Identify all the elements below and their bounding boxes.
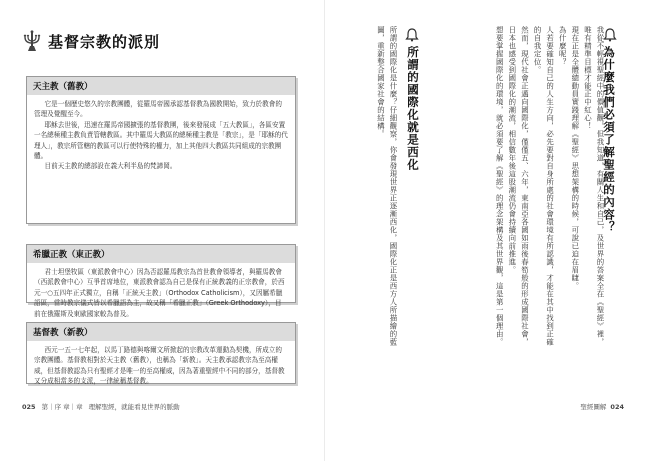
book-title: 聖經圖解 [580, 403, 607, 411]
section-heading: 天主教（舊教） [27, 77, 295, 95]
bell-icon [405, 28, 419, 42]
page-title: 基督宗教的派別 [48, 32, 161, 51]
question-heading: 為什麼我們必須了解聖經的內容？ [602, 46, 616, 234]
paragraph: 所謂的國際化是什麼？仔細觀察，你會發現世界正逐漸西化，國際化正是西方人所描繪的藍圖，重新整合國家社會的結構。 [376, 26, 398, 346]
page-number: 025 [22, 402, 36, 411]
section-box-catholic [26, 76, 296, 224]
page-number: 024 [610, 402, 624, 411]
section-box-protestant [26, 322, 296, 384]
chapter-label: 第｜序 章｜章 [41, 403, 83, 411]
paragraph: 西元一五一七年起，以馬丁路德與喀爾文所掀起的宗教改革運動為契機，所成立的宗教團體。基督教相對於天主教（舊教），也稱為「新教」。天主教承認教宗為至高權威，但基督教認為只有聖經才是唯一的至高權威，因為著重聖經中不同的部分，基督教又分成相當多的支派，一律統稱基督教。 [34, 346, 285, 386]
paragraph: 它是一個歷史悠久的宗教團體，從羅馬帝國承認基督教為國教開始，致力於教會的管理及覺醒至今。 [34, 100, 282, 119]
left-page-footer [22, 402, 180, 411]
paragraph: 我從不輕視聖經中的價值觀，但我知道，有關人生和自己，及世界的答案全在《聖經》裡，唯有精準目標才能正中紅心！ [583, 26, 605, 346]
section-heading: 希臘正教（東正教） [27, 245, 295, 263]
paragraph: 君士坦堡牧區（東派教會中心）因為否認羅馬教宗為首世教會領導者，與羅馬教會（西派教會中心）互爭首席地位，東派教會認為自己是保有正統教義的正宗教會，於西元一○五四年正式獨立，自稱「正統天主教」（Orthodox Catholicism），又因屬希臘語區，當時教宗儀式皆以希臘語為主，故又稱「希臘正教」（Greek Orthodoxy），目前在俄羅斯及東歐國家較為普及。 [34, 268, 285, 318]
section-box-orthodox [26, 244, 296, 318]
section-body [27, 95, 295, 177]
chapter-title: 理解聖經，就能看見世界的脈動 [88, 403, 180, 411]
paragraph: 為什麼呢？ [558, 26, 568, 66]
right-page [325, 0, 650, 461]
candelabrum-icon [22, 30, 42, 52]
paragraph: 然而，現代社會正邁向國際化，僅僅五、六年，東南亞各國如雨後春筍般的形成國際社會，日本也感受到國際化的潮流，相信數年後這股潮流仍會持續向前推進。 [507, 26, 530, 346]
section-body [27, 341, 295, 392]
section-heading-westernization: 所謂的國際化就是西化 [406, 46, 420, 171]
section-body [27, 263, 295, 324]
paragraph: 想要掌握國際化的環境，就必須要了解《聖經》的理念架構及其世界觀，這是第一個理由。 [495, 26, 505, 346]
left-page-header [22, 30, 160, 52]
paragraph: 人若要確知自己的人生方向，必先要對自身所處的社會環境有所認識，才能在其中找到正確的自我定位。 [533, 26, 555, 346]
section-heading: 基督教（新教） [27, 323, 295, 341]
right-page-footer [580, 402, 624, 411]
question-body [406, 26, 606, 348]
paragraph: 耶穌去世後，迅速在羅馬帝國擴張的基督教團，後來發展成「五大教區」，各區安置一名總極種主教負責管轄教區。其中羅馬大教區的總極種主教是「教宗」，是「耶穌的代理人」，教宗所管轄的教區可以行使特殊的權力，加上其他四大教區共同組成的宗教團體。 [34, 120, 288, 161]
paragraph: 目前天主教的總部設在義大利半島的梵諦岡。 [44, 162, 177, 171]
paragraph: 現在正是全體總動員實踐理解《聖經》思想架構的時候，可說已迫在眉睫。 [570, 26, 580, 290]
section-body-westernization [355, 26, 399, 348]
